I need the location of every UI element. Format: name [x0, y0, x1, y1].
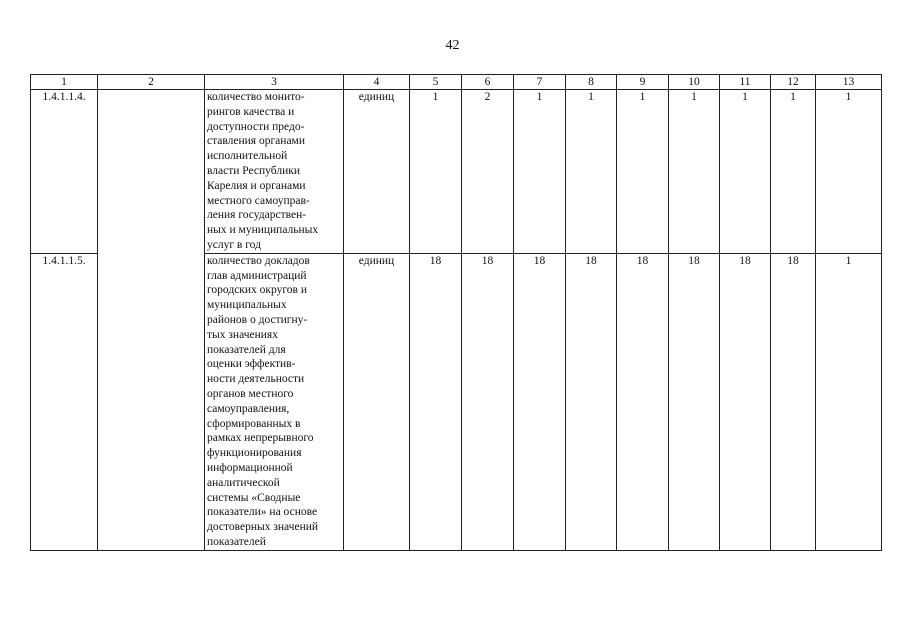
indicator-line: системы «Сводные — [207, 491, 301, 504]
indicator-line: аналитической — [207, 476, 280, 489]
value-cell: 1 — [617, 90, 669, 254]
indicator-line: Карелия и органами — [207, 179, 306, 192]
header-cell: 4 — [344, 75, 410, 90]
value-cell: 1 — [816, 253, 882, 550]
indicator-line: рамках непрерывного — [207, 432, 314, 445]
page-number: 42 — [445, 38, 460, 53]
value-cell: 18 — [771, 253, 816, 550]
header-cell: 11 — [720, 75, 771, 90]
indicator-line: ставления органами — [207, 135, 305, 148]
indicator-line: власти Республики — [207, 164, 300, 177]
indicator-line: функционирования — [207, 447, 302, 460]
indicator-line: местного самоупрaв- — [207, 194, 310, 207]
value-cell: 18 — [514, 253, 566, 550]
value-cell: 2 — [462, 90, 514, 254]
value-cell: 1 — [669, 90, 720, 254]
indicator-line: показатели» на основе — [207, 506, 318, 519]
indicator-line: количество докладов — [207, 254, 310, 267]
value-cell: 1 — [771, 90, 816, 254]
value-cell: 1 — [720, 90, 771, 254]
indicators-table — [30, 74, 882, 551]
row-code: 1.4.1.1.4. — [31, 90, 98, 254]
indicator-line: показателей для — [207, 343, 286, 356]
unit-cell: единиц — [344, 90, 410, 254]
value-cell: 18 — [617, 253, 669, 550]
value-cell: 1 — [566, 90, 617, 254]
value-cell: 1 — [514, 90, 566, 254]
indicator-line: самоуправления, — [207, 402, 290, 415]
unit-cell: единиц — [344, 253, 410, 550]
header-cell: 13 — [816, 75, 882, 90]
indicator-line: ности деятельности — [207, 373, 305, 386]
indicator-line: городских округов и — [207, 284, 307, 297]
table-row — [31, 90, 882, 254]
value-cell: 18 — [669, 253, 720, 550]
value-cell: 18 — [720, 253, 771, 550]
indicator-cell — [205, 253, 344, 550]
indicator-line: тых значениях — [207, 328, 278, 341]
indicator-line: сформированных в — [207, 417, 301, 430]
indicator-line: услуг в год — [207, 238, 261, 251]
indicator-line: рингов качества и — [207, 105, 295, 118]
header-cell: 5 — [410, 75, 462, 90]
indicator-line: органов местного — [207, 387, 294, 400]
table-header-row — [31, 75, 882, 90]
indicator-line: ления государствен- — [207, 209, 307, 222]
indicator-line: показателей — [207, 535, 266, 548]
indicator-line: районов о достигну- — [207, 313, 308, 326]
header-cell: 7 — [514, 75, 566, 90]
header-cell: 1 — [31, 75, 98, 90]
col2-cell — [98, 90, 205, 551]
value-cell: 1 — [816, 90, 882, 254]
header-cell: 2 — [98, 75, 205, 90]
header-cell: 8 — [566, 75, 617, 90]
indicator-line: доступности предо- — [207, 120, 305, 133]
indicator-line: глав администраций — [207, 269, 307, 282]
value-cell: 1 — [410, 90, 462, 254]
row-code: 1.4.1.1.5. — [31, 253, 98, 550]
header-cell: 9 — [617, 75, 669, 90]
indicator-line: количество монито- — [207, 91, 305, 103]
value-cell: 18 — [566, 253, 617, 550]
header-cell: 10 — [669, 75, 720, 90]
value-cell: 18 — [410, 253, 462, 550]
indicator-line: оценки эффектив- — [207, 358, 296, 371]
header-cell: 3 — [205, 75, 344, 90]
header-cell: 6 — [462, 75, 514, 90]
indicator-line: достоверных значений — [207, 521, 319, 534]
indicator-line: ных и муниципальных — [207, 224, 319, 237]
indicator-line: исполнительной — [207, 150, 288, 163]
indicator-line: информационной — [207, 461, 293, 474]
value-cell: 18 — [462, 253, 514, 550]
header-cell: 12 — [771, 75, 816, 90]
indicator-cell — [205, 90, 344, 254]
indicator-line: муниципальных — [207, 299, 287, 312]
